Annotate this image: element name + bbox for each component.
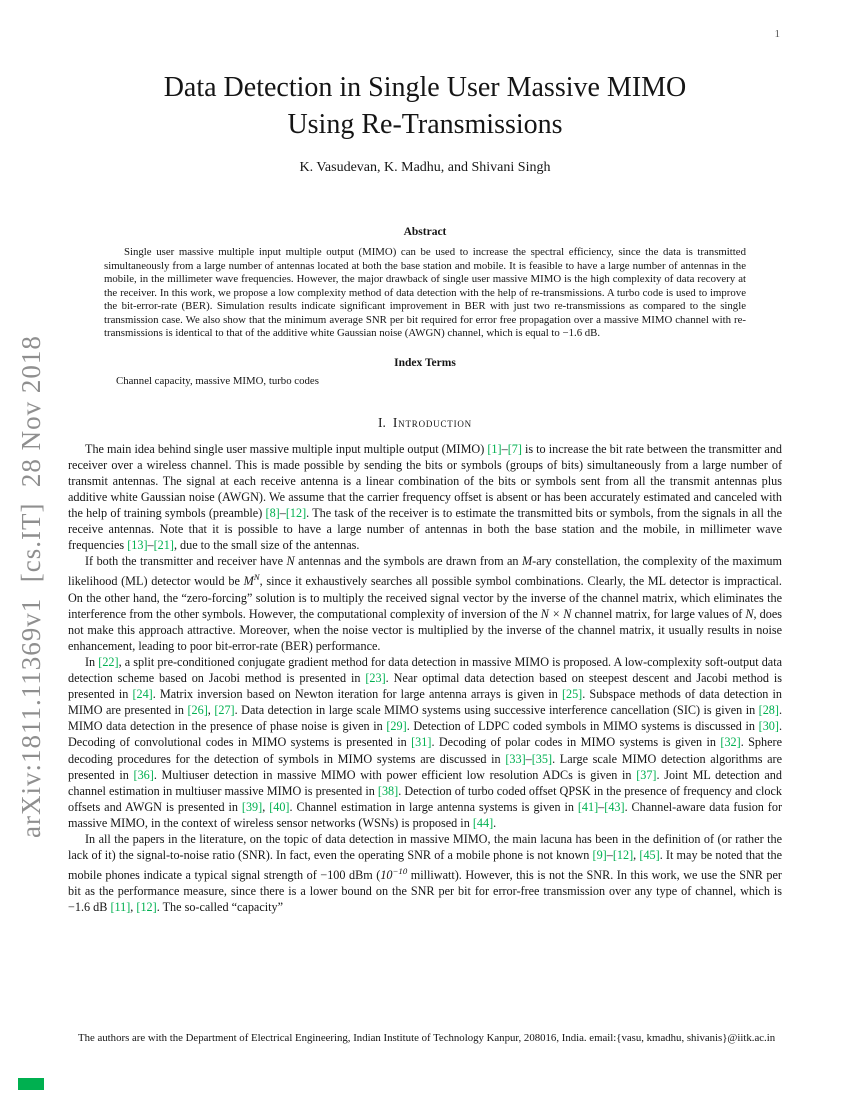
body-paragraph: In [22], a split pre-conditioned conjugate gradient method for data detection in massive MIMO is proposed. A low-complexity soft-output data detection scheme based on Jacobi method is presented in [23]. Near optimal data detection based on steepest descent and Jacobi method is presented in [24]. Matrix inversion based on Newton iteration for large antenna arrays is given in [25]. Subspace methods of data detection in MIMO are presented in [26], [27]. Data detection in large scale MIMO systems using successive interference cancellation (SIC) is given in [28]. MIMO data detection in the presence of phase noise is given in [29]. Detection of LDPC coded symbols in MIMO systems is discussed in [30]. Decoding of convolutional codes in MIMO systems is presented in [31]. Decoding of polar codes in MIMO systems is given in [32]. Sphere decoding procedures for the detection of symbols in MIMO systems are discussed in [33]–[35]. Large scale MIMO detection algorithms are presented in [36]. Multiuser detection in massive MIMO with power efficient low resolution ADCs is given in [37]. Joint ML detection and channel estimation in multiuser massive MIMO is presented in [38]. Detection of turbo coded offset QPSK in the presence of frequency and clock offsets and AWGN is presented in [39], [40]. Channel estimation in large antenna systems is given in [41]–[43]. Channel-aware data fusion for massive MIMO, in the context of wireless sensor networks (WSNs) is proposed in [44]. bbox=[68, 654, 783, 830]
citation-link[interactable]: [27] bbox=[214, 703, 235, 718]
citation-link[interactable]: [26] bbox=[187, 703, 208, 718]
abstract-heading: Abstract bbox=[403, 225, 447, 238]
page-number: 1 bbox=[774, 28, 780, 40]
citation-link[interactable]: [45] bbox=[639, 848, 660, 863]
author-footnote: The authors are with the Department of Electrical Engineering, Indian Institute of Technology Kanpur, 208016, India. email:{vasu, kmadhu, shivanis}@iitk.ac.in bbox=[78, 1032, 776, 1044]
citation-link[interactable]: [36] bbox=[133, 767, 154, 782]
citation-link[interactable]: [41] bbox=[577, 799, 599, 814]
paper-authors: K. Vasudevan, K. Madhu, and Shivani Singh bbox=[299, 159, 551, 175]
math-inline: $10^{-10}$ bbox=[380, 866, 408, 883]
citation-link[interactable]: [12] bbox=[612, 848, 634, 863]
citation-link[interactable]: [29] bbox=[386, 719, 407, 734]
citation-link[interactable]: [13] bbox=[127, 538, 148, 553]
citation-link[interactable]: [11] bbox=[110, 900, 131, 915]
citation-link[interactable]: [22] bbox=[98, 654, 119, 669]
section-heading-introduction bbox=[68, 415, 782, 431]
paper-title: Data Detection in Single User Massive MIMO Using Re-Transmissions bbox=[163, 72, 687, 140]
citation-link[interactable]: [24] bbox=[132, 687, 153, 702]
introduction-body bbox=[68, 441, 782, 916]
citation-link[interactable]: [28] bbox=[758, 703, 779, 718]
citation-link[interactable]: [1] bbox=[487, 441, 502, 456]
citation-link[interactable]: [31] bbox=[411, 735, 432, 750]
citation-link[interactable]: [21] bbox=[153, 538, 174, 553]
citation-link[interactable]: [37] bbox=[636, 767, 657, 782]
citation-link[interactable]: [33] bbox=[505, 751, 526, 766]
citation-link[interactable]: [43] bbox=[604, 799, 625, 814]
citation-link[interactable]: [40] bbox=[269, 799, 290, 814]
citation-link[interactable]: [8] bbox=[265, 506, 280, 521]
citation-link[interactable]: [38] bbox=[377, 783, 399, 798]
citation-link[interactable]: [12] bbox=[285, 506, 307, 521]
section-title: Introduction bbox=[392, 414, 472, 430]
math-inline: $M^N$ bbox=[243, 572, 260, 589]
body-paragraph: If both the transmitter and receiver have N antennas and the symbols are drawn from an M-ary constellation, the complexity of the maximum likelihood (ML) detector would be $M^N$, since it exhaustively searches all possible symbol combinations. Clearly, the ML detector is impractical. On the other hand, the “zero-forcing” solution is to multiply the received signal vector by the inverse of the channel matrix, which eliminates the interference from the other symbols. However, the computational complexity of inversion of the N × N channel matrix, for large values of N, does not make this approach attractive. Moreover, when the noise vector is multiplied by the inverse of the channel matrix, it usually results in noise enhancement, leading to poor bit-error-rate (BER) performance. bbox=[68, 554, 782, 653]
math-inline: N × N bbox=[540, 606, 572, 621]
section-number: I. bbox=[378, 414, 386, 430]
index-terms-text: Channel capacity, massive MIMO, turbo codes bbox=[116, 375, 319, 388]
math-inline: M bbox=[521, 554, 533, 569]
citation-link[interactable]: [7] bbox=[507, 441, 522, 456]
citation-link[interactable]: [39] bbox=[241, 799, 263, 814]
abstract-text: Single user massive multiple input multiple output (MIMO) can be used to increase the spectral efficiency, since the data is transmitted simultaneously from a large number of antennas located at both the base station and mobile. It is feasible to have a large number of antennas in the mobile, in the millimeter wave frequencies. However, the major drawback of single user massive MIMO is the high complexity of data recovery at the receiver. In this work, we propose a low complexity method of data detection with the help of re-transmissions. A turbo code is used to improve the bit-error-rate (BER). Simulation results indicate significant improvement in BER with just two re-transmissions as compared to the single transmission case. We also show that the minimum average SNR per bit required for error free propagation over a massive MIMO channel with re-transmissions is identical to that of the additive white Gaussian noise (AWGN) channel, which is equal to −1.6 dB. bbox=[104, 245, 746, 340]
citation-link[interactable]: [9] bbox=[592, 848, 607, 863]
body-paragraph: The main idea behind single user massive multiple input multiple output (MIMO) [1]–[7] is to increase the bit rate between the transmitter and receiver over a wireless channel. This is made possible by sending the bits or symbols (groups of bits) simultaneously from a large number of transmit antennas. The signal at each receive antenna is a linear combination of the bits or symbols sent from all the transmit antennas plus additive white Gaussian noise (AWGN). We assume that the carrier frequency offset is absent or has been accurately estimated and canceled with the help of training symbols (preamble) [8]–[12]. The task of the receiver is to estimate the transmitted bits or symbols, from the signals in all the receive antennas. Note that it is possible to have a large number of antennas in both the base station and the mobile, in millimeter wave frequencies [13]–[21], due to the small size of the antennas. bbox=[68, 441, 783, 553]
citation-link[interactable]: [12] bbox=[136, 900, 157, 915]
citation-link[interactable]: [44] bbox=[472, 815, 494, 830]
index-terms-heading: Index Terms bbox=[394, 357, 456, 370]
citation-link[interactable]: [32] bbox=[720, 735, 741, 750]
math-inline: N bbox=[745, 606, 754, 621]
citation-link[interactable]: [30] bbox=[758, 719, 779, 734]
math-inline: N bbox=[286, 554, 295, 569]
link-highlight-artifact bbox=[18, 1078, 44, 1090]
citation-link[interactable]: [35] bbox=[531, 751, 553, 766]
citation-link[interactable]: [25] bbox=[561, 687, 583, 702]
citation-link[interactable]: [23] bbox=[365, 671, 386, 686]
body-paragraph: In all the papers in the literature, on the topic of data detection in massive MIMO, the main lacuna has been in the definition of (or rather the lack of it) the signal-to-noise ratio (SNR). In fact, even the operating SNR of a mobile phone is not known [9]–[12], [45]. It may be noted that the mobile phones indicate a typical signal strength of −100 dBm ($10^{-10}$ milliwatt). However, this is not the SNR. In this work, we use the SNR per bit as the performance measure, since there is a lower bound on the SNR per bit for error-free transmission over any type of channel, which is −1.6 dB [11], [12]. The so-called “capacity” bbox=[68, 831, 782, 915]
arxiv-watermark: arXiv:1811.11369v1 [cs.IT] 28 Nov 2018 bbox=[16, 335, 46, 838]
